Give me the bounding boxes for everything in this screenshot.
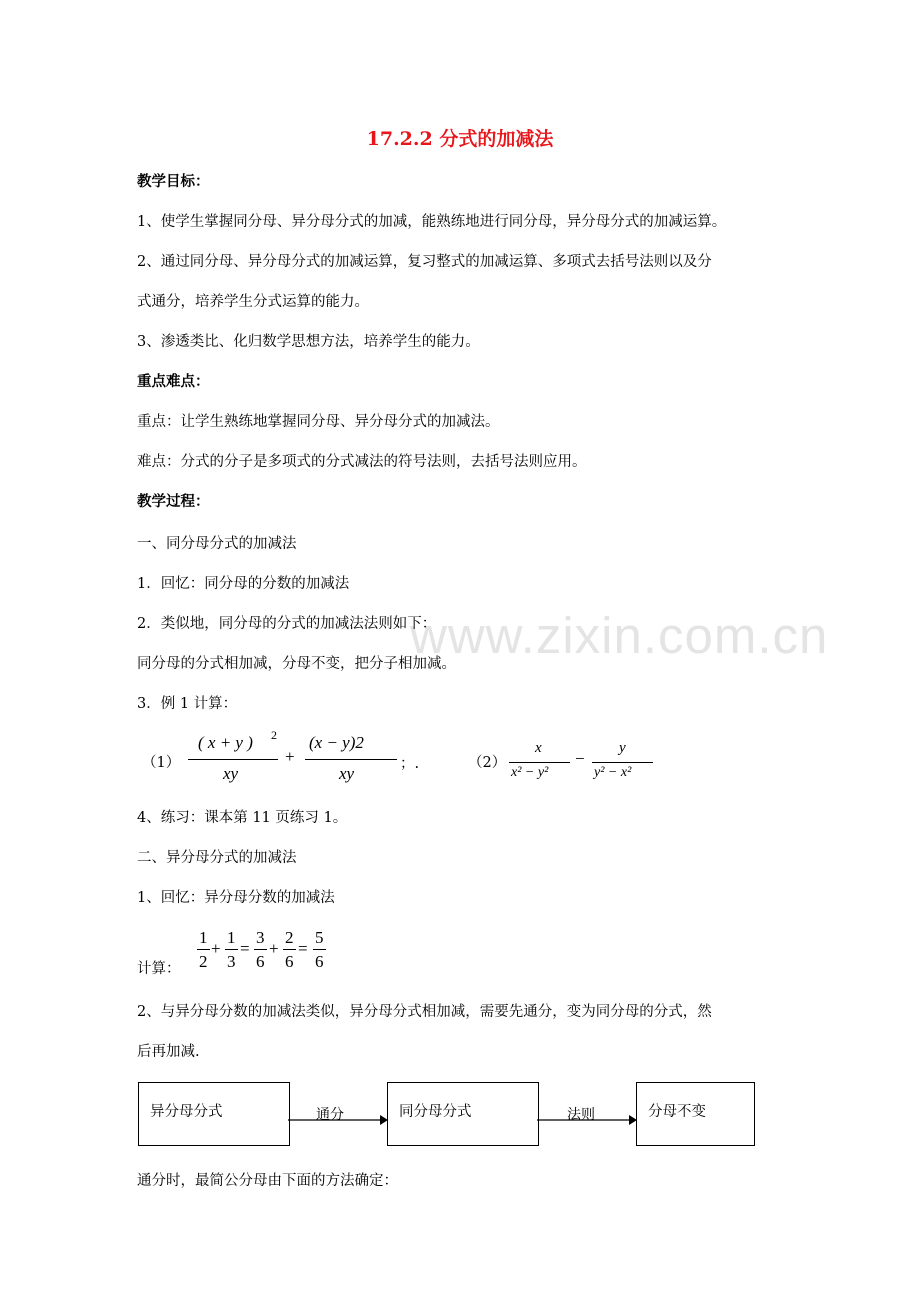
goals-heading: 教学目标： — [137, 173, 210, 190]
goal-item-3: 3、渗透类比、化归数学思想方法，培养学生的能力。 — [137, 334, 480, 350]
frac2-numerator: (x − y)2 — [309, 733, 364, 752]
difficulty-point: 难点：分式的分子是多项式的分式减法的符号法则，去括号法则应用。 — [137, 454, 587, 470]
rule-text: 同分母的分式相加减，分母不变，把分子相加减。 — [137, 656, 456, 672]
calc-label: 计算： — [137, 961, 181, 977]
calc-bar-5 — [313, 949, 326, 950]
step-2: 2．类似地，同分母的分式的加减法法则如下： — [137, 616, 437, 632]
calc-num-5: 5 — [315, 928, 324, 947]
frac3-bar — [509, 762, 570, 763]
goal-item-2: 2、通过同分母、异分母分式的加减运算，复习整式的加减运算、多项式去括号法则以及分 — [137, 254, 712, 270]
calc-num-1: 1 — [199, 928, 208, 947]
part2-title: 二、异分母分式的加减法 — [137, 850, 297, 866]
flow-box-3-label: 分母不变 — [648, 1104, 706, 1120]
example-label-1: （1） — [142, 755, 181, 771]
page-title: 17.2.2 分式的加减法 — [366, 128, 554, 150]
frac3-denominator: x² − y² — [511, 765, 549, 780]
recall-text: 1、回忆：异分母分数的加减法 — [137, 890, 335, 906]
frac1-denominator: xy — [223, 764, 239, 783]
plus-sign: + — [285, 747, 295, 766]
calc-den-3: 6 — [256, 952, 265, 971]
calc-op-1: + — [211, 939, 221, 958]
frac1-bar — [188, 759, 278, 760]
flow-box-1-label: 异分母分式 — [150, 1104, 223, 1120]
frac2-denominator: xy — [339, 764, 355, 783]
calc-bar-4 — [283, 949, 296, 950]
frac4-numerator: y — [619, 740, 626, 756]
calc-num-3: 3 — [256, 928, 265, 947]
frac4-bar — [592, 762, 653, 763]
step2-line-1: 2、与异分母分数的加减法类似，异分母分式相加减，需要先通分，变为同分母的分式，然 — [137, 1004, 712, 1020]
flow-box-unlike-denominators — [138, 1082, 290, 1146]
key-point: 重点：让学生熟练地掌握同分母、异分母分式的加减法。 — [137, 414, 500, 430]
calc-bar-3 — [254, 949, 267, 950]
frac2-bar — [305, 759, 397, 760]
frac3-numerator: x — [535, 740, 542, 756]
step-3: 3．例 1 计算： — [137, 696, 238, 712]
calc-den-4: 6 — [285, 952, 294, 971]
watermark: www.zixin.com.cn — [410, 607, 829, 664]
calc-bar-2 — [225, 949, 238, 950]
calc-eq-2: = — [298, 939, 308, 958]
calc-num-2: 1 — [227, 928, 236, 947]
process-heading: 教学过程： — [137, 493, 210, 510]
flow-box-like-denominators — [387, 1082, 539, 1146]
lcd-method-text: 通分时，最简公分母由下面的方法确定： — [137, 1173, 398, 1189]
flow-arrow-1-label: 通分 — [316, 1107, 344, 1123]
calc-num-4: 2 — [285, 928, 294, 947]
frac1-exponent: 2 — [271, 728, 277, 742]
step-1: 1．回忆：同分母的分数的加减法 — [137, 576, 350, 592]
goal-item-2-cont: 式通分，培养学生分式运算的能力。 — [137, 294, 369, 310]
calc-op-2: + — [269, 939, 279, 958]
keypoints-heading: 重点难点： — [137, 373, 210, 390]
frac4-denominator: y² − x² — [594, 765, 632, 780]
flow-arrow-2-label: 法则 — [567, 1107, 595, 1123]
step2-line-2: 后再加减. — [137, 1044, 200, 1060]
exercise-text: 4、练习：课本第 11 页练习 1。 — [137, 810, 348, 826]
calc-den-1: 2 — [199, 952, 208, 971]
example-label-2: （2） — [468, 755, 507, 771]
calc-bar-1 — [197, 949, 210, 950]
part1-title: 一、同分母分式的加减法 — [137, 536, 297, 552]
minus-sign: − — [575, 749, 585, 768]
goal-item-1: 1、使学生掌握同分母、异分母分式的加减，能熟练地进行同分母，异分母分式的加减运算。 — [137, 214, 727, 230]
flow-box-2-label: 同分母分式 — [399, 1104, 472, 1120]
frac1-numerator: ( x + y ) — [198, 733, 253, 752]
example-separator: ；. — [400, 756, 420, 772]
flow-box-denominator-unchanged — [636, 1082, 755, 1146]
calc-eq-1: = — [240, 939, 250, 958]
calc-den-2: 3 — [227, 952, 236, 971]
calc-den-5: 6 — [315, 952, 324, 971]
